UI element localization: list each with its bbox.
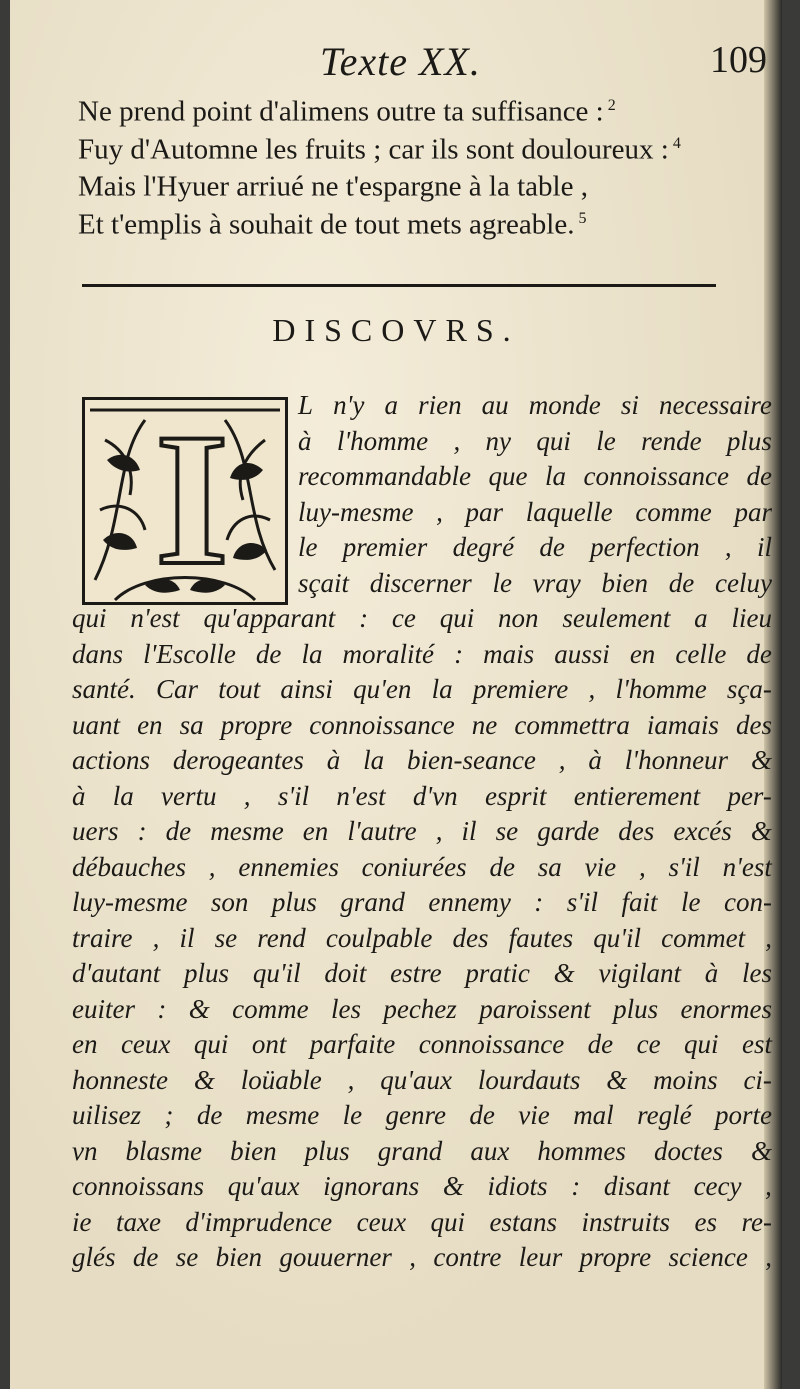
text-line [72,672,772,708]
word: uers [72,816,119,846]
word: s'il [668,851,700,882]
word: : [571,1171,581,1201]
word: plus [271,887,317,917]
word: il [756,532,772,562]
word: lieu [731,603,772,633]
word: , [436,496,443,527]
word: pechez [383,993,457,1024]
word: monde [528,390,601,420]
word: premiere [472,674,569,704]
word: le [298,532,318,562]
word: en [72,1029,98,1059]
word: uilisez [72,1100,142,1130]
word: bien-seance [406,745,536,775]
word: la [544,461,566,491]
word: d'imprudence [185,1206,333,1237]
word: au [481,390,509,420]
word: : [137,816,147,846]
book-page [10,0,782,1389]
word: sa [179,709,204,740]
text-line [72,885,772,921]
word: ny [485,425,512,456]
word: & [750,1135,772,1166]
word: des [735,709,772,740]
word: bien [230,1135,277,1166]
word: enormes [680,993,772,1024]
word: estans [489,1206,558,1237]
word: doctes [653,1135,723,1166]
word: connoissance [583,461,729,491]
word: sa [537,851,562,882]
word: : [534,887,544,917]
word: estre [390,958,442,988]
word: a [384,390,398,420]
word: ce [391,603,416,633]
word: que [488,461,528,491]
word: n'est [130,603,180,633]
word: qui [684,1029,719,1059]
word: parfaite [309,1029,396,1059]
word: , [409,1242,417,1272]
word: lourdauts [477,1064,581,1095]
word: , [765,1171,772,1201]
word: qui [72,603,107,633]
text-line [72,850,772,886]
word: discerner [369,567,472,598]
word: seulement [562,603,671,633]
word: par [465,496,504,527]
word: , [638,851,646,882]
word: fait [621,887,658,917]
page-number: 109 [710,39,767,81]
word: luy-mesme [298,496,414,527]
text-line [72,743,772,779]
word: le [342,1100,363,1130]
word: qu'il [593,922,642,953]
word: de [165,816,192,846]
word: qui [536,425,571,456]
word: plus [184,958,230,988]
word: à [704,958,719,988]
word: en [137,709,163,740]
word: dans [72,638,124,669]
word: qui [193,1029,229,1059]
text-line [72,921,772,957]
text-line [72,424,772,460]
verse-line: Ne prend point d'alimens outre ta suffisance : $^2$ [78,95,616,128]
word: moins [653,1064,718,1095]
word: ceux [356,1206,407,1237]
word: plus [613,993,659,1024]
word: ceux [120,1029,171,1059]
word: qu'en [353,674,412,704]
word: vie [584,851,617,882]
word: & [193,1064,215,1095]
word: qu'aux [380,1064,452,1095]
verse-line: Et t'emplis à souhait de tout mets agreable. $^5$ [78,208,587,241]
word: mal [573,1100,614,1130]
word: rende [641,425,702,456]
word: l'autre [347,816,417,846]
word: vigilant [598,958,681,988]
word: , [435,816,443,846]
word: , [765,922,772,953]
word: ennemy [428,887,511,917]
word: L [298,390,314,420]
text-line [72,1205,772,1241]
text-line [72,1027,772,1063]
word: & [188,993,210,1024]
word: il [461,816,477,846]
word: , [347,1064,355,1095]
word: necessaire [658,390,772,420]
text-line [72,1169,772,1205]
word: vn [72,1135,98,1166]
word: leur [518,1242,563,1272]
word: en [302,816,329,846]
word: , [453,425,461,456]
word: , [588,674,596,704]
word: perfection [590,532,700,562]
text-line [72,495,772,531]
word: : [359,603,369,633]
word: luy-mesme [72,887,188,917]
word: qu'il [252,958,301,988]
word: disant [603,1171,670,1201]
word: esprit [484,780,547,811]
word: coniurées [361,851,467,882]
word: instruits [581,1206,671,1237]
verse-block [78,90,768,241]
word: s'il [277,780,310,811]
word: es [694,1206,717,1237]
word: à [298,425,312,456]
text-line [72,1134,772,1170]
word: , [724,532,732,562]
word: vertu [161,780,217,811]
verse-line: Mais l'Hyuer arriué ne t'espargne à la table , [78,170,588,203]
word: , [152,922,160,953]
word: se [214,922,238,953]
word: il [179,922,195,953]
running-title: Texte XX. [320,39,481,84]
word: les [741,958,772,988]
word: de [587,1029,614,1059]
word: mais [483,638,535,669]
word: se [175,1242,199,1272]
word: la [363,745,385,775]
word: : [454,638,464,669]
word: & [750,745,772,775]
text-line [72,956,772,992]
word: l'homme [615,674,707,704]
word: qu'aux [227,1171,300,1201]
word: paroissent [479,993,591,1024]
word: de [196,1100,223,1130]
word: des [618,816,655,846]
word: mesme [245,1100,320,1130]
word: taxe [115,1206,161,1237]
word: grand [377,1135,443,1166]
word: débauches [72,851,186,882]
word: propre [220,709,293,740]
word: uant [72,709,121,740]
word: celle [675,638,727,669]
word: euiter [72,993,135,1024]
word: recommandable [298,461,471,491]
word: mesme [210,816,284,846]
word: , [558,745,566,775]
word: ie [72,1206,92,1237]
word: : [157,993,167,1024]
word: reglé [637,1100,692,1130]
word: n'est [336,780,386,811]
word: fautes [508,922,574,953]
word: de [255,638,282,669]
word: plus [726,425,772,456]
word: de [746,638,772,669]
word: commettra [514,709,630,740]
word: idiots [487,1171,548,1201]
word: en [629,638,656,669]
text-line [72,530,772,566]
word: ; [164,1100,174,1130]
word: ne [471,709,498,740]
word: de [132,1242,159,1272]
word: doit [324,958,367,988]
word: ont [251,1029,287,1059]
word: ignorans [323,1171,420,1201]
word: garde [537,816,600,846]
word: sça- [726,674,772,704]
text-line [72,637,772,673]
word: l'homme [336,425,429,456]
word: de [469,1100,495,1130]
word: degré [452,532,515,562]
text-line [72,459,772,495]
text-line [72,992,772,1028]
word: la [112,780,134,811]
word: le [681,887,701,917]
word: à [588,745,602,775]
word: Car [155,674,198,704]
word: entierement [573,780,701,811]
word: science [668,1242,748,1272]
word: n'y [333,390,365,420]
word: d'vn [412,780,458,811]
word: bien [215,1242,263,1272]
text-line [72,601,772,637]
word: qui [430,1206,466,1237]
text-line [72,1098,772,1134]
word: plus [304,1135,350,1166]
word: est [741,1029,772,1059]
word: hommes [537,1135,626,1166]
word: commet [661,922,746,953]
word: glés [72,1242,116,1272]
word: moralité [342,638,435,669]
word: & [750,816,772,846]
text-line [72,388,772,424]
word: de [668,567,695,598]
word: , [208,851,216,882]
word: aussi [554,638,610,669]
word: bien [601,567,649,598]
word: actions [72,745,150,775]
initial-letter: I [155,395,229,605]
word: , [243,780,251,811]
word: ce [636,1029,661,1059]
word: comme [232,993,309,1024]
verse-line: Fuy d'Automne les fruits ; car ils sont douloureux : $^4$ [78,133,681,166]
word: excés [673,816,732,846]
word: premier [342,532,428,562]
word: laquelle [525,496,613,527]
word: comme [635,496,712,527]
word: la [301,638,323,669]
word: pratic [465,958,530,988]
word: d'autant [72,958,161,988]
word: & [442,1171,464,1201]
word: porte [714,1100,772,1130]
word: qui [439,603,475,633]
text-line [72,814,772,850]
word: les [330,993,361,1024]
word: rien [418,390,462,420]
word: s'il [566,887,599,917]
word: de [489,851,515,882]
word: a [694,603,708,633]
word: vie [518,1100,550,1130]
word: ennemies [238,851,339,882]
word: loüable [240,1064,322,1095]
text-line [72,566,772,602]
text-line [72,779,772,815]
word: son [210,887,249,917]
word: santé. [72,674,136,704]
word: l'honneur [624,745,729,775]
word: aux [470,1135,510,1166]
word: contre [433,1242,502,1272]
word: iamais [646,709,719,740]
word: genre [385,1100,446,1130]
word: blasme [125,1135,203,1166]
word: derogeantes [172,745,304,775]
word: rend [257,922,306,953]
section-rule [82,284,716,287]
word: de [539,532,565,562]
word: ci- [743,1064,772,1095]
word: propre [579,1242,652,1272]
word: & [606,1064,628,1095]
word: coulpable [325,922,433,953]
word: tout [218,674,261,704]
word: des [452,922,489,953]
word: cecy [693,1171,742,1201]
text-line [72,1240,772,1276]
word: honneste [72,1064,168,1095]
word: l'Escolle [143,638,236,669]
word: traire [72,922,133,953]
page-header [10,38,770,88]
word: n'est [722,851,772,882]
word: de [746,461,772,491]
word: celuy [715,567,772,598]
word: se [495,816,519,846]
word: con- [723,887,772,917]
discourse-text [72,388,772,1276]
word: le [492,567,513,598]
verse-marker: 5 [578,209,587,227]
text-line [72,708,772,744]
word: connoissans [72,1171,205,1201]
word: gouuerner [279,1242,392,1272]
word: ainsi [280,674,333,704]
section-heading: DISCOVRS. [272,312,520,348]
word: le [596,425,616,456]
word: sçait [298,567,349,598]
word: la [431,674,453,704]
word: à [72,780,86,811]
word: qu'apparant [203,603,336,633]
word: vray [532,567,581,598]
verse-marker: 2 [607,97,616,114]
word: & [553,958,575,988]
word: , [765,1242,772,1272]
word: connoissance [418,1029,565,1059]
word: per- [727,780,772,811]
text-line [72,1063,772,1099]
word: si [620,390,639,420]
word: grand [340,887,405,917]
word: connoissance [309,709,455,740]
word: par [734,496,772,527]
verse-marker: 4 [672,134,681,152]
word: à [326,745,341,775]
word: re- [741,1206,772,1237]
word: non [498,603,539,633]
